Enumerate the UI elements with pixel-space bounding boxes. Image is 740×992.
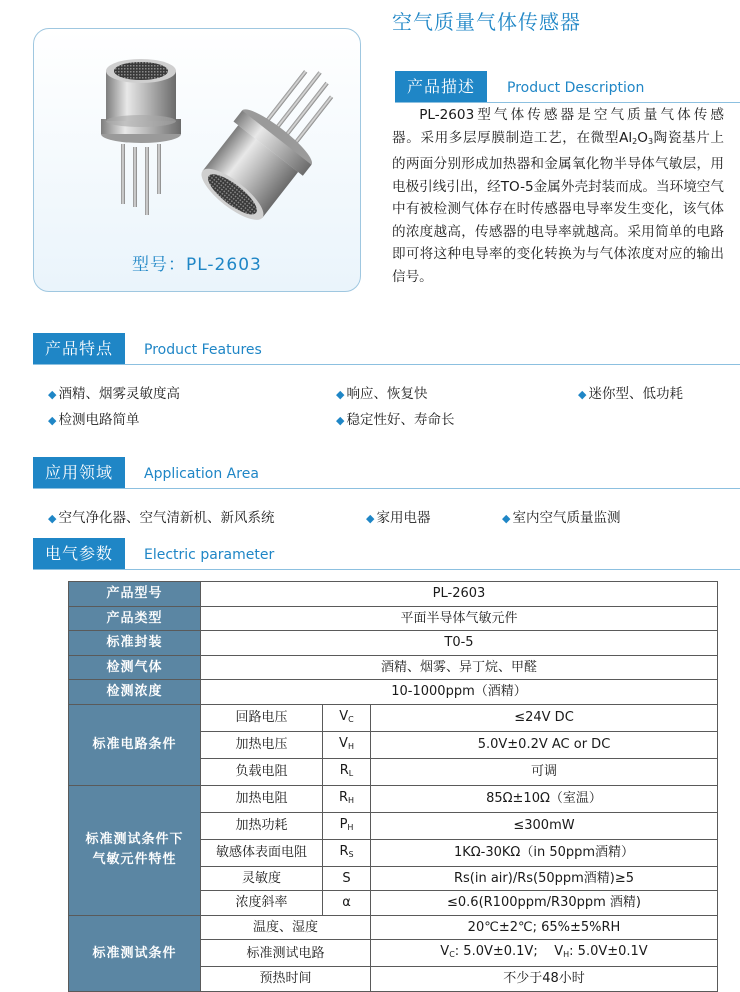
diamond-icon: ◆ [48, 512, 57, 525]
param-value: ≤0.6(R100ppm/R30ppm 酒精) [371, 891, 718, 916]
desc-line-1: PL-2603型气体传感器是空气质量气体传感 [419, 107, 724, 123]
param-value: 5.0V±0.2V AC or DC [371, 731, 718, 758]
param-value: 1KΩ-30KΩ（in 50ppm酒精） [371, 839, 718, 866]
table-row [69, 915, 718, 940]
table-row [69, 704, 718, 731]
desc-line-2c: 陶瓷基 [653, 129, 697, 146]
feature-item: ◆ 响应、恢复快 [336, 386, 428, 402]
section-en: Product Features [144, 342, 262, 358]
section-description-header [395, 71, 740, 103]
sensor-tilted [190, 49, 360, 232]
section-en: Electric parameter [144, 547, 275, 563]
param-symbol: $V_C$ [323, 704, 371, 731]
desc-line-2b: O [637, 129, 648, 146]
param-name: 负载电阻 [201, 758, 323, 785]
diamond-icon: ◆ [366, 512, 375, 525]
table-row [69, 655, 718, 680]
row-value: 10-1000ppm（酒精） [201, 680, 718, 705]
application-item: ◆ 空气净化器、空气清新机、新风系统 [48, 510, 275, 526]
param-name: 加热电压 [201, 731, 323, 758]
desc-rest: 片上的两面分别形成加热器和金属氧化物半导体气敏层，用电极引线引出，经TO-5金属外壳封装而成。当环境空气中有被检测气体存在时传感器电导率发生变化，该气体的浓度越高，传感器的电导率就越高。采用简单的电路即可将这种电导率的变化转换为与气体浓度对应的输出信号。 [392, 129, 725, 285]
row-label: 产品类型 [69, 606, 201, 631]
param-name: 加热电阻 [201, 785, 323, 812]
product-description: PL-2603型气体传感器是空气质量气体传感器。采用多层厚膜制造工艺，在微型$Al_2O_3$陶瓷基片上的两面分别形成加热器和金属氧化物半导体气敏层，用电极引线引出，经TO-5金属外壳封装而成。当环境空气中有被检测气体存在时传感器电导率发生变化，该气体的浓度越高，传感器的电导率就越高。采用简单的电路即可将这种电导率的变化转换为与气体浓度对应的输出信号。 [392, 107, 725, 285]
diamond-icon: ◆ [578, 388, 587, 401]
diamond-icon: ◆ [336, 388, 345, 401]
param-symbol: $R_S$ [323, 839, 371, 866]
diamond-icon: ◆ [336, 414, 345, 427]
section-rule [395, 102, 740, 103]
param-value: 可调 [371, 758, 718, 785]
param-value: ≤24V DC [371, 704, 718, 731]
row-label: 检测浓度 [69, 680, 201, 705]
param-name: 灵敏度 [201, 866, 323, 891]
param-value: Rs(in air)/Rs(50ppm酒精)≥5 [371, 866, 718, 891]
param-name: 标准测试电路 [201, 940, 371, 967]
section-electric-header [33, 538, 740, 570]
row-label: 标准封装 [69, 631, 201, 656]
section-tag: 产品特点 [33, 333, 125, 365]
section-tag: 产品描述 [395, 71, 487, 103]
param-value: ≤300mW [371, 812, 718, 839]
feature-item: ◆ 迷你型、低功耗 [578, 386, 683, 402]
group-label: 标准电路条件 [69, 704, 201, 785]
table-row [69, 631, 718, 656]
param-name: 浓度斜率 [201, 891, 323, 916]
section-tag: 电气参数 [33, 538, 125, 570]
param-symbol: $R_L$ [323, 758, 371, 785]
model-label: 型号：PL-2603 [132, 255, 262, 275]
param-symbol: S [323, 866, 371, 891]
section-rule [33, 569, 740, 570]
param-symbol: α [323, 891, 371, 916]
param-value: 不少于48小时 [371, 967, 718, 992]
feature-item: ◆ 检测电路简单 [48, 412, 140, 428]
param-name: 预热时间 [201, 967, 371, 992]
application-item: ◆ 室内空气质量监测 [502, 510, 621, 526]
row-value: 酒精、烟雾、异丁烷、甲醛 [201, 655, 718, 680]
row-label: 产品型号 [69, 582, 201, 607]
param-name: 敏感体表面电阻 [201, 839, 323, 866]
table-row [69, 680, 718, 705]
desc-line-2a: 器。采用多层厚膜制造工艺，在微型Al [392, 129, 633, 146]
param-name: 回路电压 [201, 704, 323, 731]
row-value: PL-2603 [201, 582, 718, 607]
param-symbol: $V_H$ [323, 731, 371, 758]
group-label: 标准测试条件下 气敏元件特性 [69, 785, 201, 915]
diamond-icon: ◆ [48, 388, 57, 401]
section-features-header [33, 333, 740, 365]
table-row [69, 582, 718, 607]
feature-item: ◆ 酒精、烟雾灵敏度高 [48, 386, 180, 402]
diamond-icon: ◆ [502, 512, 511, 525]
row-value: T0-5 [201, 631, 718, 656]
page-title: 空气质量气体传感器 [392, 10, 581, 34]
param-value: $V_C$: 5.0V±0.1V; $V_H$: 5.0V±0.1V [371, 940, 718, 967]
section-en: Product Description [507, 80, 645, 96]
electric-parameter-table [68, 581, 718, 992]
diamond-icon: ◆ [48, 414, 57, 427]
param-symbol: $R_H$ [323, 785, 371, 812]
section-rule [33, 364, 740, 365]
table-row [69, 785, 718, 812]
param-name: 加热功耗 [201, 812, 323, 839]
row-value: 平面半导体气敏元件 [201, 606, 718, 631]
group-label: 标准测试条件 [69, 915, 201, 991]
row-label: 检测气体 [69, 655, 201, 680]
param-name: 温度、湿度 [201, 915, 371, 940]
application-item: ◆ 家用电器 [366, 510, 431, 526]
param-symbol: $P_H$ [323, 812, 371, 839]
section-rule [33, 488, 740, 489]
feature-item: ◆ 稳定性好、寿命长 [336, 412, 455, 428]
sensor-upright [101, 59, 181, 215]
section-en: Application Area [144, 466, 259, 482]
sensor-illustration [34, 29, 360, 249]
section-tag: 应用领域 [33, 457, 125, 489]
table-row [69, 606, 718, 631]
param-value: 85Ω±10Ω（室温） [371, 785, 718, 812]
param-value: 20℃±2℃; 65%±5%RH [371, 915, 718, 940]
section-application-header [33, 457, 740, 489]
